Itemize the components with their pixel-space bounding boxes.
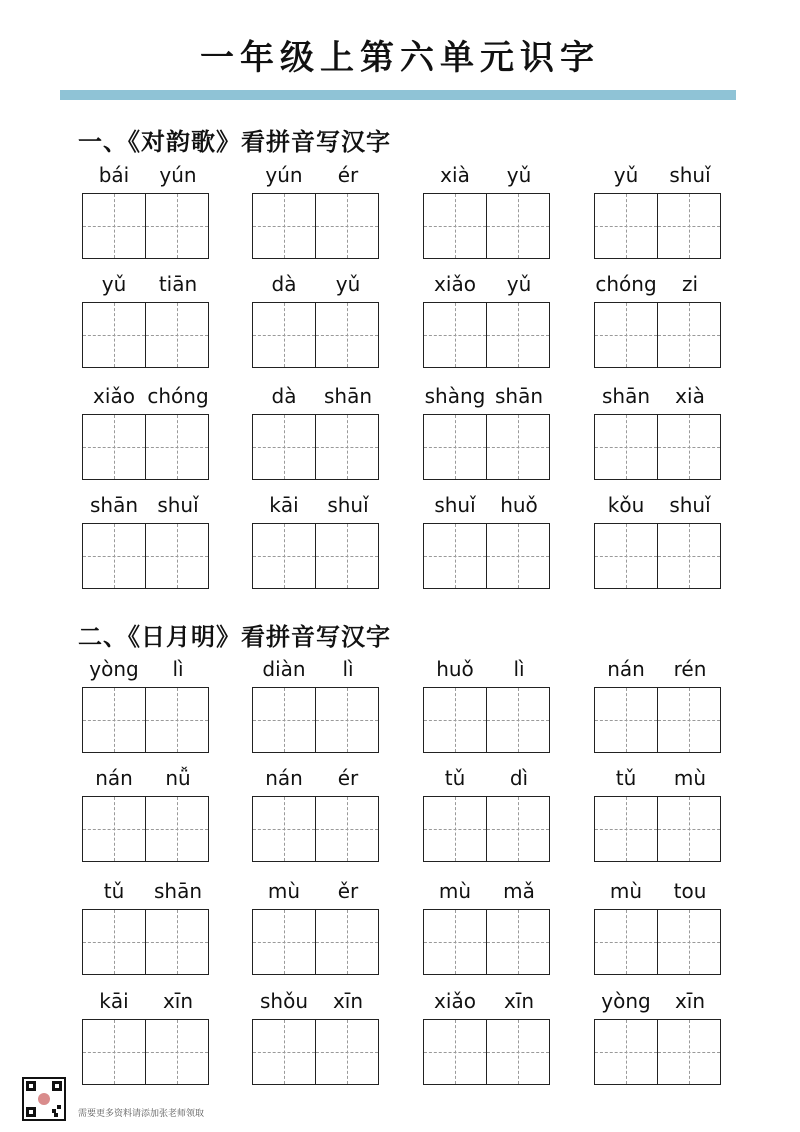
pinyin-label: shǒu [259,989,308,1013]
tianzige-grid [82,909,209,975]
pinyin-label: nǚ [165,766,191,790]
character-cell[interactable] [486,1020,549,1084]
character-cell[interactable] [145,415,208,479]
title-rule [60,90,736,100]
pinyin-label: shān [323,384,373,408]
character-cell[interactable] [253,524,315,588]
pinyin-label: yún [265,163,303,187]
section-heading: 二、《日月明》看拼音写汉字 [78,622,391,651]
pinyin-label: nán [607,657,645,681]
character-cell[interactable] [145,688,208,752]
pinyin-label: shuǐ [669,163,711,187]
tianzige-grid [423,687,550,753]
word-item [594,384,722,480]
character-cell[interactable] [486,910,549,974]
character-cell[interactable] [83,797,145,861]
tianzige-grid [423,302,550,368]
word-item [82,384,210,480]
pinyin-label: diàn [262,657,306,681]
character-cell[interactable] [424,303,486,367]
pinyin-label: ér [337,766,359,790]
pinyin-label: ěr [337,879,359,903]
word-item [594,879,722,975]
word-item [82,272,210,368]
pinyin-label: lì [342,657,354,681]
pinyin-label: tiān [158,272,198,296]
character-cell[interactable] [424,524,486,588]
qr-code-icon [22,1077,66,1121]
pinyin-label: huǒ [436,657,474,681]
tianzige-grid [594,796,721,862]
pinyin-label: nán [265,766,303,790]
tianzige-grid [423,414,550,480]
pinyin-label: xiǎo [93,384,135,408]
pinyin-label: xiǎo [434,989,476,1013]
pinyin-label: shàng [424,384,486,408]
character-cell[interactable] [595,1020,657,1084]
character-cell[interactable] [657,688,720,752]
pinyin-label: shān [153,879,203,903]
character-cell[interactable] [424,1020,486,1084]
word-item [252,879,380,975]
tianzige-grid [252,302,379,368]
pinyin-label: mù [609,879,643,903]
word-item [594,493,722,589]
word-item [82,989,210,1085]
character-cell[interactable] [486,303,549,367]
character-cell[interactable] [253,688,315,752]
tianzige-grid [594,193,721,259]
character-cell[interactable] [83,303,145,367]
pinyin-label: mù [438,879,472,903]
pinyin-label: yǔ [613,163,639,187]
character-cell[interactable] [486,688,549,752]
pinyin-label: xīn [503,989,535,1013]
tianzige-grid [423,1019,550,1085]
character-cell[interactable] [486,415,549,479]
word-item [252,493,380,589]
tianzige-grid [82,302,209,368]
pinyin-label: shān [89,493,139,517]
character-cell[interactable] [315,797,378,861]
character-cell[interactable] [315,194,378,258]
tianzige-grid [82,687,209,753]
character-cell[interactable] [315,303,378,367]
word-item [423,384,551,480]
pinyin-label: dì [509,766,529,790]
tianzige-grid [423,193,550,259]
footer-note: 需要更多资料请添加张老师领取 [78,1109,205,1119]
pinyin-label: kāi [269,493,299,517]
character-cell[interactable] [83,524,145,588]
character-cell[interactable] [595,797,657,861]
pinyin-label: dà [271,272,297,296]
pinyin-label: shuǐ [327,493,369,517]
word-item [82,766,210,862]
tianzige-grid [82,193,209,259]
pinyin-label: yǔ [101,272,127,296]
pinyin-label: tou [673,879,707,903]
pinyin-label: zi [681,272,699,296]
character-cell[interactable] [657,1020,720,1084]
tianzige-grid [252,1019,379,1085]
word-item [252,163,380,259]
word-item [252,272,380,368]
pinyin-label: kǒu [607,493,645,517]
character-cell[interactable] [145,194,208,258]
tianzige-grid [82,796,209,862]
pinyin-label: chóng [595,272,657,296]
character-cell[interactable] [486,194,549,258]
character-cell[interactable] [145,524,208,588]
pinyin-label: shuǐ [434,493,476,517]
character-cell[interactable] [424,797,486,861]
tianzige-grid [423,523,550,589]
character-cell[interactable] [315,688,378,752]
character-cell[interactable] [253,415,315,479]
word-item [594,766,722,862]
pinyin-label: ér [337,163,359,187]
pinyin-label: shān [601,384,651,408]
page-title: 一年级上第六单元识字 [200,38,600,78]
pinyin-label: bái [98,163,130,187]
character-cell[interactable] [253,303,315,367]
word-item [82,493,210,589]
character-cell[interactable] [145,910,208,974]
tianzige-grid [594,687,721,753]
pinyin-label: xià [675,384,705,408]
tianzige-grid [82,523,209,589]
word-item [423,657,551,753]
character-cell[interactable] [595,524,657,588]
character-cell[interactable] [486,797,549,861]
pinyin-label: yǔ [506,163,532,187]
word-item [423,272,551,368]
pinyin-label: tǔ [615,766,637,790]
character-cell[interactable] [315,524,378,588]
word-item [423,989,551,1085]
character-cell[interactable] [253,910,315,974]
pinyin-label: xià [440,163,470,187]
word-item [252,766,380,862]
tianzige-grid [252,523,379,589]
word-item [82,163,210,259]
word-item [594,989,722,1085]
character-cell[interactable] [145,1020,208,1084]
character-cell[interactable] [657,415,720,479]
pinyin-label: yǔ [506,272,532,296]
pinyin-label: nán [95,766,133,790]
word-item [594,163,722,259]
word-item [423,493,551,589]
word-item [252,989,380,1085]
character-cell[interactable] [486,524,549,588]
word-item [82,879,210,975]
pinyin-label: dà [271,384,297,408]
pinyin-label: yún [159,163,197,187]
character-cell[interactable] [595,688,657,752]
tianzige-grid [82,1019,209,1085]
character-cell[interactable] [595,194,657,258]
character-cell[interactable] [253,797,315,861]
word-item [594,272,722,368]
word-item [594,657,722,753]
pinyin-label: chóng [147,384,209,408]
pinyin-label: tǔ [444,766,466,790]
character-cell[interactable] [595,910,657,974]
tianzige-grid [594,414,721,480]
pinyin-label: shān [494,384,544,408]
pinyin-label: shuǐ [669,493,711,517]
character-cell[interactable] [253,194,315,258]
pinyin-label: xīn [162,989,194,1013]
word-item [423,163,551,259]
pinyin-label: mǎ [503,879,535,903]
character-cell[interactable] [657,797,720,861]
tianzige-grid [423,909,550,975]
character-cell[interactable] [145,303,208,367]
word-item [423,766,551,862]
tianzige-grid [594,523,721,589]
pinyin-label: rén [673,657,707,681]
tianzige-grid [594,302,721,368]
pinyin-label: huǒ [500,493,538,517]
tianzige-grid [594,909,721,975]
pinyin-label: mù [673,766,707,790]
pinyin-label: xīn [332,989,364,1013]
pinyin-label: xiǎo [434,272,476,296]
character-cell[interactable] [657,524,720,588]
pinyin-label: tǔ [103,879,125,903]
pinyin-label: mù [267,879,301,903]
tianzige-grid [423,796,550,862]
word-item [252,657,380,753]
pinyin-label: xīn [674,989,706,1013]
tianzige-grid [82,414,209,480]
character-cell[interactable] [595,415,657,479]
word-item [423,879,551,975]
pinyin-label: yòng [89,657,139,681]
character-cell[interactable] [315,415,378,479]
pinyin-label: shuǐ [157,493,199,517]
character-cell[interactable] [657,194,720,258]
character-cell[interactable] [83,415,145,479]
word-item [82,657,210,753]
character-cell[interactable] [315,910,378,974]
character-cell[interactable] [315,1020,378,1084]
tianzige-grid [252,909,379,975]
section-heading: 一、《对韵歌》看拼音写汉字 [78,127,391,156]
pinyin-label: yǔ [335,272,361,296]
character-cell[interactable] [595,303,657,367]
character-cell[interactable] [253,1020,315,1084]
tianzige-grid [252,414,379,480]
character-cell[interactable] [424,415,486,479]
character-cell[interactable] [424,688,486,752]
character-cell[interactable] [424,194,486,258]
character-cell[interactable] [83,688,145,752]
tianzige-grid [252,687,379,753]
character-cell[interactable] [83,194,145,258]
tianzige-grid [252,193,379,259]
character-cell[interactable] [83,1020,145,1084]
character-cell[interactable] [424,910,486,974]
pinyin-label: lì [172,657,184,681]
tianzige-grid [252,796,379,862]
tianzige-grid [594,1019,721,1085]
character-cell[interactable] [657,303,720,367]
word-item [252,384,380,480]
character-cell[interactable] [83,910,145,974]
pinyin-label: kāi [99,989,129,1013]
character-cell[interactable] [657,910,720,974]
pinyin-label: lì [513,657,525,681]
pinyin-label: yòng [601,989,651,1013]
character-cell[interactable] [145,797,208,861]
